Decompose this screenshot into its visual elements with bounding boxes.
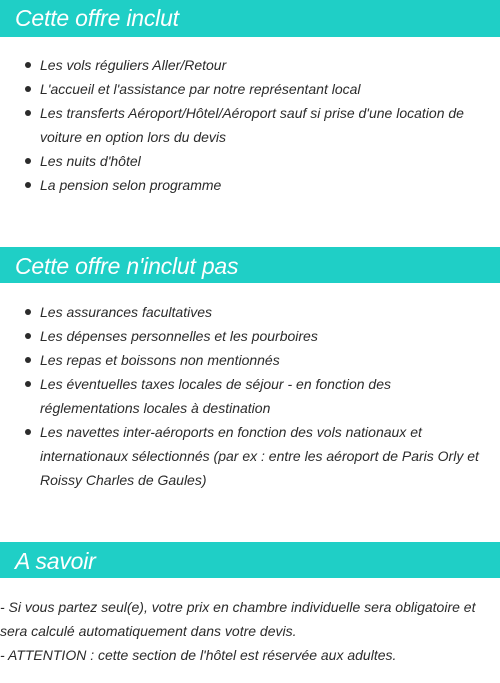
list-item-text: Les navettes inter-aéroports en fonction des vols nationaux et internationaux sélectionnés (par ex : entre les aéroport de Paris Orly et Roissy Charles de Gaules) — [40, 424, 479, 488]
bullet-icon — [25, 62, 31, 68]
includes-list — [0, 53, 500, 197]
list-item-text: Les nuits d'hôtel — [40, 153, 141, 169]
bullet-icon — [25, 158, 31, 164]
excludes-list — [0, 300, 500, 492]
list-item-text: La pension selon programme — [40, 177, 222, 193]
list-item-text: Les éventuelles taxes locales de séjour - en fonction des réglementations locales à destination — [40, 376, 391, 416]
list-item — [0, 77, 500, 101]
info-text — [0, 595, 498, 667]
bullet-icon — [25, 357, 31, 363]
list-item-text: Les dépenses personnelles et les pourboires — [40, 328, 318, 344]
bullet-icon — [25, 86, 31, 92]
bullet-icon — [25, 429, 31, 435]
section-title-includes: Cette offre inclut — [0, 0, 500, 37]
list-item-text: Les assurances facultatives — [40, 304, 212, 320]
list-item — [0, 149, 500, 173]
list-item — [0, 348, 500, 372]
list-item — [0, 173, 500, 197]
list-item — [0, 372, 500, 420]
bullet-icon — [25, 381, 31, 387]
info-paragraph: - Si vous partez seul(e), votre prix en chambre individuelle sera obligatoire et sera calculé automatiquement dans votre devis. — [0, 599, 476, 639]
list-item-text: Les vols réguliers Aller/Retour — [40, 57, 227, 73]
bullet-icon — [25, 110, 31, 116]
list-item — [0, 53, 500, 77]
list-item — [0, 300, 500, 324]
bullet-icon — [25, 182, 31, 188]
info-paragraph: - ATTENTION : cette section de l'hôtel est réservée aux adultes. — [0, 647, 397, 663]
section-title-excludes: Cette offre n'inclut pas — [0, 247, 500, 283]
list-item — [0, 420, 500, 492]
list-item-text: Les transferts Aéroport/Hôtel/Aéroport sauf si prise d'une location de voiture en option lors du devis — [40, 105, 464, 145]
bullet-icon — [25, 333, 31, 339]
section-title-info: A savoir — [0, 542, 500, 578]
list-item — [0, 101, 500, 149]
list-item-text: L'accueil et l'assistance par notre représentant local — [40, 81, 361, 97]
bullet-icon — [25, 309, 31, 315]
list-item-text: Les repas et boissons non mentionnés — [40, 352, 280, 368]
list-item — [0, 324, 500, 348]
